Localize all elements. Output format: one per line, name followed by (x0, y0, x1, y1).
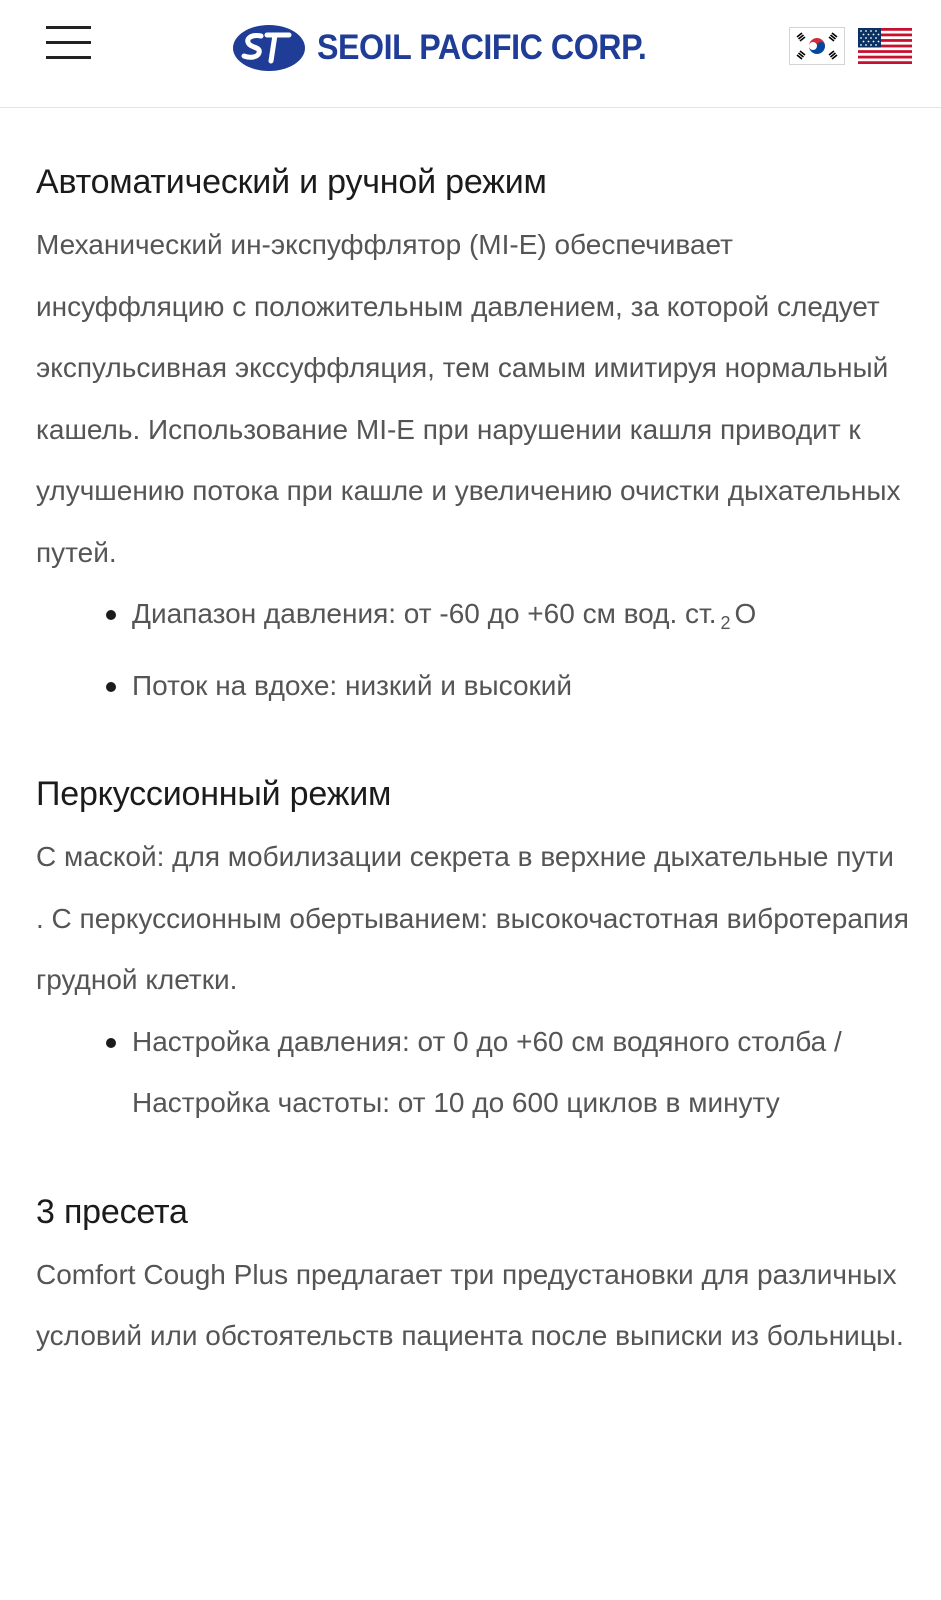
menu-bar (46, 41, 91, 44)
section-presets (36, 1190, 916, 1367)
section-title: Перкуссионный режим (36, 775, 392, 813)
feature-list (36, 583, 916, 716)
section-title: 3 пресета (36, 1192, 188, 1231)
list-item: Настройка давления: от 0 до +60 см водяного столба / Настройка частоты: от 10 до 600 циклов в минуту (132, 1011, 916, 1134)
section-percussion-mode (36, 772, 916, 1134)
main-content (36, 160, 916, 1367)
logo-mark-icon (231, 23, 307, 73)
feature-list (36, 1011, 916, 1134)
brand-name: SEOIL PACIFIC CORP. (317, 28, 647, 67)
company-logo[interactable] (231, 22, 675, 74)
section-paragraph: С маской: для мобилизации секрета в верхние дыхательные пути (36, 841, 894, 872)
hamburger-menu-icon[interactable] (46, 24, 92, 60)
section-title: Автоматический и ручной режим (36, 163, 547, 201)
menu-bar (46, 56, 91, 59)
section-paragraph: Comfort Cough Plus предлагает три предустановки для различных условий или обстоятельств пациента после выписки из больницы. (36, 1258, 904, 1351)
section-auto-manual-mode (36, 160, 916, 716)
menu-bar (46, 26, 91, 29)
section-paragraph: Механический ин-экспуффлятор (MI-E) обеспечивает инсуффляцию с положительным давлением, за которой следует экспульсивная экссуффляция, тем самым имитируя нормальный кашель. Использование MI-E при нарушении кашля приводит к улучшению потока при кашле и увеличению очистки дыхательных путей. (36, 229, 901, 568)
korea-flag-icon[interactable] (790, 28, 844, 64)
section-paragraph: . С перкуссионным обертыванием: высокочастотная вибротерапия грудной клетки. (36, 902, 909, 995)
usa-flag-icon[interactable] (858, 28, 912, 64)
site-header (0, 0, 941, 108)
list-item: Диапазон давления: от -60 до +60 см вод. ст. $_2$ O (132, 583, 916, 655)
list-item: Поток на вдохе: низкий и высокий (132, 655, 916, 717)
